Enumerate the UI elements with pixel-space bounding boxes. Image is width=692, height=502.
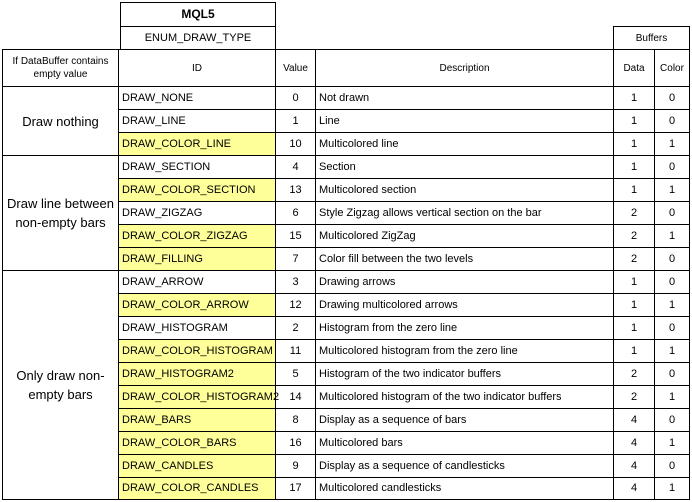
row-value: 2 <box>275 316 316 340</box>
row-id: DRAW_SECTION <box>118 155 276 179</box>
group-only-draw-non-empty: Only draw non-empty bars <box>2 270 119 500</box>
row-id: DRAW_BARS <box>118 408 276 432</box>
row-color: 0 <box>654 247 690 271</box>
row-color: 0 <box>654 454 690 478</box>
row-data: 1 <box>613 316 655 340</box>
row-data: 2 <box>613 224 655 248</box>
row-value: 11 <box>275 339 316 363</box>
row-color: 1 <box>654 385 690 409</box>
row-description: Multicolored section <box>315 178 614 202</box>
row-data: 4 <box>613 431 655 455</box>
row-data: 2 <box>613 362 655 386</box>
row-data: 4 <box>613 408 655 432</box>
row-value: 1 <box>275 109 316 133</box>
group-draw-line-between: Draw line between non-empty bars <box>2 155 119 271</box>
row-description: Style Zigzag allows vertical section on the bar <box>315 201 614 225</box>
row-description: Display as a sequence of bars <box>315 408 614 432</box>
row-color: 0 <box>654 155 690 179</box>
row-value: 9 <box>275 454 316 478</box>
row-color: 0 <box>654 86 690 110</box>
row-description: Section <box>315 155 614 179</box>
row-value: 15 <box>275 224 316 248</box>
row-value: 14 <box>275 385 316 409</box>
row-data: 4 <box>613 454 655 478</box>
row-data: 1 <box>613 270 655 294</box>
row-color: 0 <box>654 362 690 386</box>
row-id: DRAW_HISTOGRAM2 <box>118 362 276 386</box>
row-id: DRAW_ZIGZAG <box>118 201 276 225</box>
row-value: 8 <box>275 408 316 432</box>
row-description: Line <box>315 109 614 133</box>
row-value: 10 <box>275 132 316 156</box>
row-data: 2 <box>613 247 655 271</box>
row-value: 7 <box>275 247 316 271</box>
description-header: Description <box>315 49 614 87</box>
row-color: 1 <box>654 224 690 248</box>
buffers-header: Buffers <box>613 26 690 50</box>
row-color: 1 <box>654 293 690 317</box>
row-value: 17 <box>275 477 316 500</box>
row-description: Multicolored line <box>315 132 614 156</box>
row-color: 1 <box>654 178 690 202</box>
mql5-header: MQL5 <box>120 2 276 27</box>
row-id: DRAW_COLOR_BARS <box>118 431 276 455</box>
row-color: 1 <box>654 339 690 363</box>
row-color: 1 <box>654 477 690 500</box>
enum-draw-type-header: ENUM_DRAW_TYPE <box>120 26 276 50</box>
id-header: ID <box>118 49 276 87</box>
row-value: 13 <box>275 178 316 202</box>
row-description: Multicolored ZigZag <box>315 224 614 248</box>
row-data: 1 <box>613 178 655 202</box>
row-color: 0 <box>654 201 690 225</box>
row-id: DRAW_ARROW <box>118 270 276 294</box>
row-color: 0 <box>654 109 690 133</box>
row-color: 0 <box>654 408 690 432</box>
row-id: DRAW_COLOR_LINE <box>118 132 276 156</box>
row-description: Multicolored candlesticks <box>315 477 614 500</box>
row-description: Multicolored histogram from the zero line <box>315 339 614 363</box>
row-id: DRAW_COLOR_ZIGZAG <box>118 224 276 248</box>
row-data: 4 <box>613 477 655 500</box>
row-id: DRAW_LINE <box>118 109 276 133</box>
row-description: Display as a sequence of candlesticks <box>315 454 614 478</box>
row-description: Histogram of the two indicator buffers <box>315 362 614 386</box>
row-id: DRAW_COLOR_HISTOGRAM2 <box>118 385 276 409</box>
group-draw-nothing: Draw nothing <box>2 86 119 156</box>
row-description: Color fill between the two levels <box>315 247 614 271</box>
row-value: 5 <box>275 362 316 386</box>
row-id: DRAW_FILLING <box>118 247 276 271</box>
row-data: 1 <box>613 339 655 363</box>
row-description: Drawing multicolored arrows <box>315 293 614 317</box>
row-value: 0 <box>275 86 316 110</box>
row-description: Multicolored bars <box>315 431 614 455</box>
row-data: 1 <box>613 132 655 156</box>
row-color: 0 <box>654 270 690 294</box>
color-header: Color <box>654 49 690 87</box>
row-description: Histogram from the zero line <box>315 316 614 340</box>
row-color: 0 <box>654 316 690 340</box>
row-description: Not drawn <box>315 86 614 110</box>
row-id: DRAW_CANDLES <box>118 454 276 478</box>
row-data: 2 <box>613 201 655 225</box>
row-color: 1 <box>654 431 690 455</box>
row-id: DRAW_NONE <box>118 86 276 110</box>
row-id: DRAW_COLOR_ARROW <box>118 293 276 317</box>
row-value: 12 <box>275 293 316 317</box>
row-color: 1 <box>654 132 690 156</box>
if-empty-header: If DataBuffer contains empty value <box>2 49 119 87</box>
row-data: 1 <box>613 293 655 317</box>
row-value: 16 <box>275 431 316 455</box>
row-description: Multicolored histogram of the two indicator buffers <box>315 385 614 409</box>
row-value: 3 <box>275 270 316 294</box>
row-value: 6 <box>275 201 316 225</box>
row-data: 1 <box>613 109 655 133</box>
row-data: 1 <box>613 86 655 110</box>
row-id: DRAW_COLOR_HISTOGRAM <box>118 339 276 363</box>
row-id: DRAW_COLOR_SECTION <box>118 178 276 202</box>
row-id: DRAW_COLOR_CANDLES <box>118 477 276 500</box>
row-value: 4 <box>275 155 316 179</box>
row-data: 1 <box>613 155 655 179</box>
row-id: DRAW_HISTOGRAM <box>118 316 276 340</box>
row-description: Drawing arrows <box>315 270 614 294</box>
row-data: 2 <box>613 385 655 409</box>
data-header: Data <box>613 49 655 87</box>
value-header: Value <box>275 49 316 87</box>
